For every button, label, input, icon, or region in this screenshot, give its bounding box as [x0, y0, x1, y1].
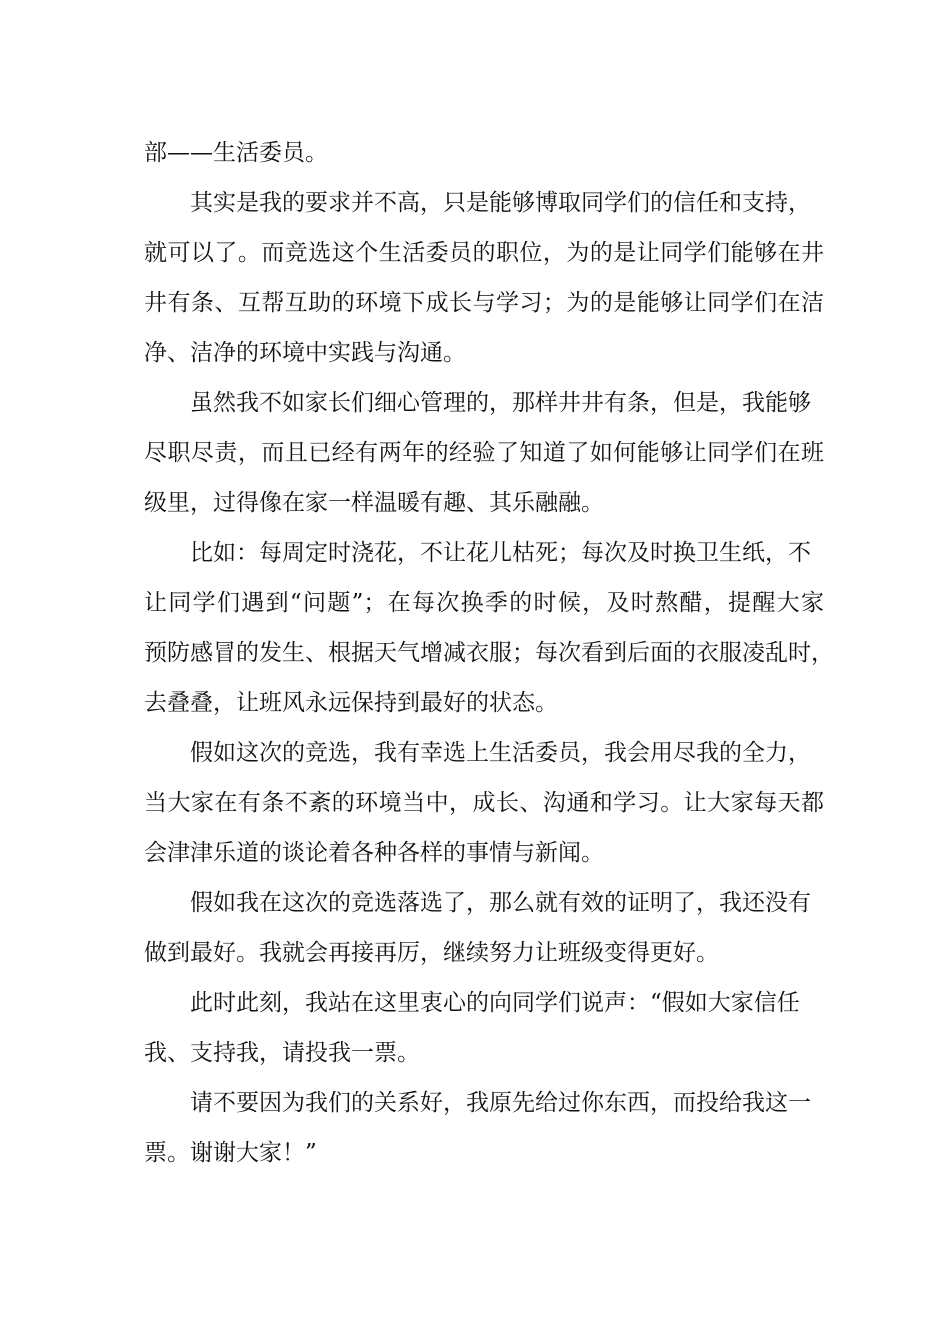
text-line: 就可以了。而竞选这个生活委员的职位，为的是让同学们能够在井: [144, 240, 824, 266]
text-line: 级里，过得像在家一样温暖有趣、其乐融融。: [144, 490, 604, 516]
paragraph-first-line: 请不要因为我们的关系好，我原先给过你东西，而投给我这一: [190, 1090, 811, 1116]
text-line: 票。谢谢大家！”: [144, 1140, 317, 1166]
text-line: 让同学们遇到“问题”；在每次换季的时候，及时熬醋，提醒大家: [144, 590, 824, 616]
paragraph-first-line: 比如：每周定时浇花，不让花儿枯死；每次及时换卫生纸，不: [190, 540, 811, 566]
paragraph-first-line: 此时此刻，我站在这里衷心的向同学们说声：“假如大家信任: [190, 990, 800, 1016]
paragraph-first-line: 假如我在这次的竞选落选了，那么就有效的证明了，我还没有: [190, 890, 811, 916]
paragraph-first-line: 其实是我的要求并不高，只是能够博取同学们的信任和支持，: [190, 190, 811, 216]
text-line: 井有条、互帮互助的环境下成长与学习；为的是能够让同学们在洁: [144, 290, 824, 316]
text-line: 预防感冒的发生、根据天气增减衣服；每次看到后面的衣服凌乱时，: [144, 640, 834, 666]
text-line: 做到最好。我就会再接再厉，继续努力让班级变得更好。: [144, 940, 719, 966]
paragraph-first-line: 假如这次的竞选，我有幸选上生活委员，我会用尽我的全力，: [190, 740, 811, 766]
text-line: 尽职尽责，而且已经有两年的经验了知道了如何能够让同学们在班: [144, 440, 824, 466]
paragraph-first-line: 虽然我不如家长们细心管理的，那样井井有条，但是，我能够: [190, 390, 811, 416]
text-line: 部——生活委员。: [144, 140, 328, 166]
text-line: 会津津乐道的谈论着各种各样的事情与新闻。: [144, 840, 604, 866]
text-line: 我、支持我，请投我一票。: [144, 1040, 420, 1066]
text-line: 当大家在有条不紊的环境当中，成长、沟通和学习。让大家每天都: [144, 790, 824, 816]
text-line: 去叠叠，让班风永远保持到最好的状态。: [144, 690, 558, 716]
text-line: 净、洁净的环境中实践与沟通。: [144, 340, 466, 366]
body-text: [144, 128, 834, 1178]
